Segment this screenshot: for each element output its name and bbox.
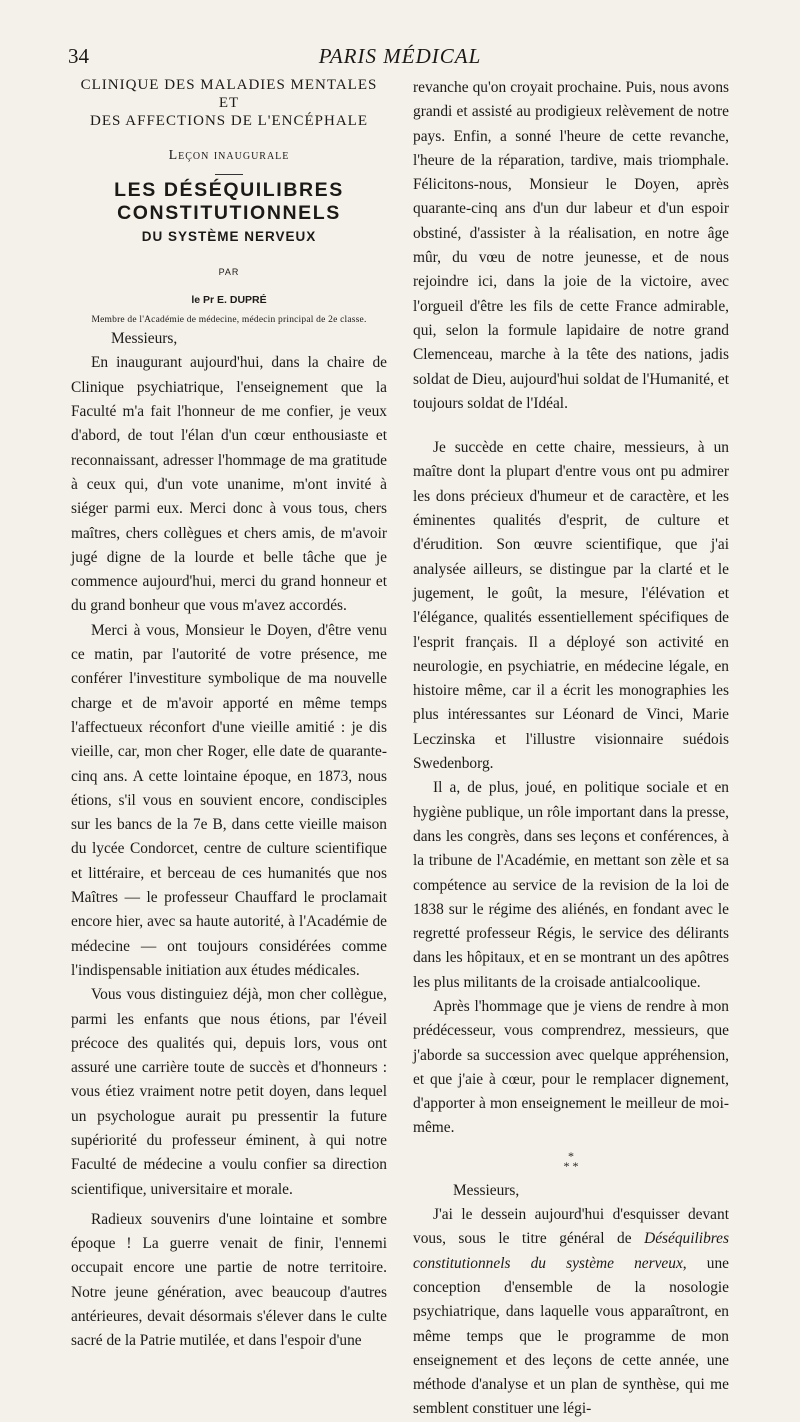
article-heading bbox=[71, 76, 387, 327]
page-number: 34 bbox=[68, 44, 89, 68]
paragraph-9 bbox=[413, 1203, 729, 1422]
separator-stars-bottom: * * bbox=[563, 1158, 579, 1173]
paragraph-9-start: J'ai le dessein aujourd'hui d'esquisser devant vous, sous le titre général de bbox=[413, 1206, 729, 1248]
paragraph-9-title: Déséquilibres constitutionnels du système nerveux bbox=[413, 1230, 729, 1272]
article-title-line-2: CONSTITUTIONNELS bbox=[117, 202, 341, 225]
paragraph-6: Je succède en cette chaire, messieurs, à un maître dont la plupart d'entre vous ont pu admirer les dons précieux d'humeur et de caractère, et les éminentes qualités d'esprit, de culture et d'érudition. Son œuvre scientifique, que j'ai analysée ailleurs, se distingue par la clarté et le jugement, le goût, la mesure, l'élévation et l'élégance, qualités essentiellement spécifiques de l'esprit français. Il a déployé son activité en neurologie, en psychiatrie, en médecine légale, en histoire même, car il a écrit les monographies les plus intéressantes sur Léonard de Vinci, Marie Leczinska et l'illustre visionnaire suédois Swedenborg. bbox=[413, 439, 729, 773]
clinic-line-2: ET bbox=[218, 95, 240, 111]
salutation: Messieurs, bbox=[111, 330, 178, 348]
paragraph-2: Merci à vous, Monsieur le Doyen, d'être venu ce matin, par l'autorité de votre présence, me conférer l'investiture symbolique de ma nouvelle charge et de m'avoir apporté en même temps l'affectueux réconfort d'une vieille amitié : je dis vieille, car, mon cher Roger, elle date de quarante-cinq ans. A cette lointaine époque, en 1873, nous étions, s'il vous en souvient encore, condisciples sur les bancs de la 7e B, dans cette vieille maison du lycée Condorcet, centre de culture scientifique et littéraire, et berceau de ces humanités que nos Maîtres — le professeur Chauffard le proclamait encore hier, avec sa haute autorité, à l'Académie de médecine — ont toujours considérées comme l'indispensable initiation aux études médicales. bbox=[71, 621, 387, 979]
author-name: le Pr E. DUPRÉ bbox=[191, 293, 267, 306]
paragraph-9-end: , une conception d'ensemble de la nosologie psychiatrique, dans laquelle vous apparaîtront, en même temps que le programme de mon enseignement et des leçons de cette année, une méthode d'analyse et un plan de synthèse, qui me semblent constituer une légi- bbox=[413, 1254, 729, 1418]
clinic-line-3: DES AFFECTIONS DE L'ENCÉPHALE bbox=[90, 113, 368, 129]
section-separator bbox=[413, 1148, 729, 1173]
right-column bbox=[413, 76, 729, 1422]
paragraph-4: Radieux souvenirs d'une lointaine et sombre époque ! La guerre venait de finir, l'ennemi occupait encore une partie de notre territoire. Notre jeune génération, avec beaucoup d'autres antérieures, devait désormais s'élever dans le culte sacré de la Patrie mutilée, et dans l'espoir d'une bbox=[71, 1210, 387, 1350]
paragraph-7: Il a, de plus, joué, en politique sociale et en hygiène publique, un rôle important dans la presse, dans les congrès, dans ses leçons et conférences, à la tribune de l'Académie, en mettant son zèle et sa compétence au service de la revision de la loi de 1838 sur le régime des aliénés, en fondant avec le regretté professeur Régis, le service des délirants dans les hôpitaux, et en se montrant un des apôtres les plus militants de la croisade antialcoolique. bbox=[413, 779, 729, 991]
title-rule bbox=[215, 174, 243, 175]
left-column bbox=[71, 76, 387, 1354]
author-affiliation: Membre de l'Académie de médecine, médecin principal de 2e classe. bbox=[91, 315, 367, 326]
lecon-label: Leçon inaugurale bbox=[168, 148, 290, 163]
paragraph-3: Vous vous distinguiez déjà, mon cher collègue, parmi les enfants que nous étions, par l'éveil précoce des qualités qui, depuis lors, vous ont assuré une carrière toute de succès et d'honneurs : vous étiez vraiment notre petit doyen, dans lequel un psychologue aurait pu pressentir la future supériorité du professeur éminent, à qui notre Faculté de médecine a voulu confier sa direction scientifique, universitaire et morale. bbox=[71, 986, 387, 1198]
salutation-2: Messieurs, bbox=[453, 1181, 520, 1199]
clinic-line-1: CLINIQUE DES MALADIES MENTALES bbox=[80, 77, 378, 93]
paragraph-8: Après l'hommage que je viens de rendre à mon prédécesseur, vous comprendrez, messieurs, que j'aborde sa succession avec quelque appréhension, et que j'aie à cœur, pour le remplacer dignement, d'apporter à mon enseignement le meilleur de moi-même. bbox=[413, 997, 729, 1137]
separator-star-top: * bbox=[568, 1148, 574, 1163]
article-subtitle: DU SYSTÈME NERVEUX bbox=[141, 229, 317, 245]
by-label: PAR bbox=[218, 266, 240, 277]
paragraph-5: revanche qu'on croyait prochaine. Puis, nous avons grandi et assisté au prodigieux relèvement de notre pays. Enfin, a sonné l'heure de cette revanche, l'heure de la réparation, tardive, mais triomphale. Félicitons-nous, Monsieur le Doyen, après quarante-cinq ans d'un dur labeur et d'un espoir obstiné, d'assister à la réalisation, en notre âge mûr, du vœu de notre jeunesse, et de nous rejoindre ici, dans la joie de la victoire, avec l'orgueil d'être les fils de cette France admirable, qui, selon la formule lapidaire de notre grand Clemenceau, marche à la tête des nations, jadis soldat de Dieu, aujourd'hui soldat de l'Humanité, et toujours soldat de l'Idéal. bbox=[413, 79, 729, 412]
paragraph-1: En inaugurant aujourd'hui, dans la chaire de Clinique psychiatrique, l'enseignement que la Faculté m'a fait l'honneur de me confier, je veux d'abord, de tout l'élan d'un cœur enthousiaste et reconnaissant, adresser l'hommage de ma gratitude à ceux qui, d'un vote unanime, m'ont invité à siéger parmi eux. Merci donc à vous tous, chers maîtres, chers collègues et chers amis, de m'avoir jugé digne de la lourde et belle tâche que je commence aujourd'hui, merci du grand honneur et du grand bonheur que vous m'avez accordés. bbox=[71, 354, 387, 615]
journal-title: PARIS MÉDICAL bbox=[318, 44, 482, 68]
article-title-line-1: LES DÉSÉQUILIBRES bbox=[114, 179, 344, 202]
